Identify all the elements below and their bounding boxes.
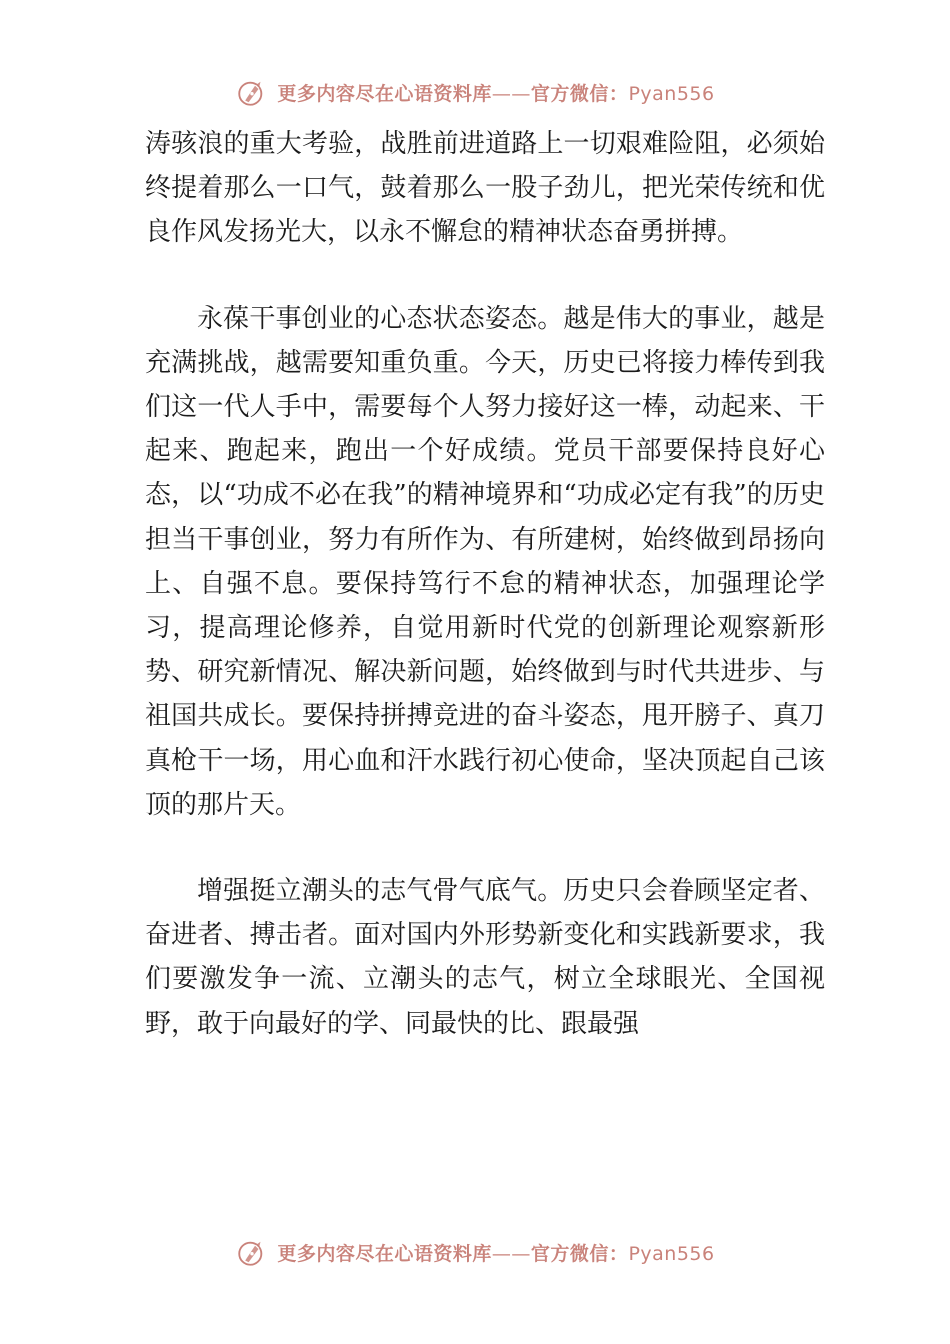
separator: —— <box>491 82 531 105</box>
wechat-label: 官方微信： <box>530 1242 629 1265</box>
site-name: 更多内容尽在心语资料库 <box>277 82 492 105</box>
pen-nib-circle-icon <box>235 1235 269 1269</box>
wechat-label: 官方微信： <box>530 82 629 105</box>
wechat-id: Pyan556 <box>628 1242 715 1265</box>
paragraph-3: 增强挺立潮头的志气骨气底气。历史只会眷顾坚定者、奋进者、搏击者。面对国内外形势新变化和实践新要求，我们要激发争一流、立潮头的志气，树立全球眼光、全国视野，敢于向最好的学、同最快的比、跟最强 <box>145 876 825 1039</box>
footer-banner-text <box>277 1239 714 1266</box>
header-banner-content <box>235 75 714 109</box>
footer-banner <box>0 1230 950 1274</box>
wechat-id: Pyan556 <box>628 82 715 105</box>
paragraph-2: 永葆干事创业的心态状态姿态。越是伟大的事业，越是充满挑战，越需要知重负重。今天，历史已将接力棒传到我们这一代人手中，需要每个人努力接好这一棒，动起来、干起来、跑起来，跑出一个好成绩。党员干部要保持良好心态，以“功成不必在我”的精神境界和“功成必定有我”的历史担当干事创业，努力有所作为、有所建树，始终做到昂扬向上、自强不息。要保持笃行不怠的精神状态，加强理论学习，提高理论修养，自觉用新时代党的创新理论观察新形势、研究新情况、解决新问题，始终做到与时代共进步、与祖国共成长。要保持拼搏竞进的奋斗姿态，甩开膀子、真刀真枪干一场，用心血和汗水践行初心使命，坚决顶起自己该顶的那片天。 <box>145 303 825 820</box>
header-banner <box>0 70 950 114</box>
site-name: 更多内容尽在心语资料库 <box>277 1242 492 1265</box>
footer-banner-content <box>235 1235 714 1269</box>
paragraph-1: 涛骇浪的重大考验，战胜前进道路上一切艰难险阻，必须始终提着那么一口气，鼓着那么一股子劲儿，把光荣传统和优良作风发扬光大，以永不懈怠的精神状态奋勇拼搏。 <box>145 129 825 248</box>
pen-nib-circle-icon <box>235 75 269 109</box>
header-banner-text <box>277 79 714 106</box>
separator: —— <box>491 1242 531 1265</box>
document-body <box>145 122 825 1046</box>
